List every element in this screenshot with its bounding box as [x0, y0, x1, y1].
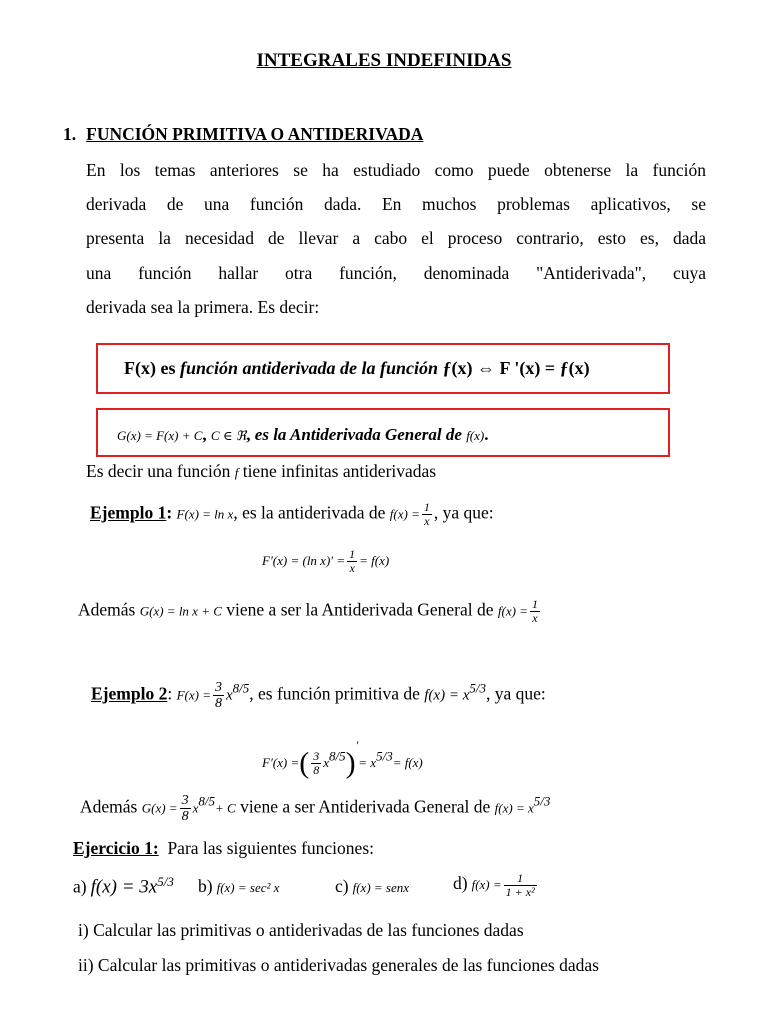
- numerator: 3: [181, 793, 189, 808]
- definition-italic: función antiderivada de la función: [179, 358, 443, 378]
- colon: :: [166, 502, 173, 523]
- fraction: [504, 872, 537, 899]
- denominator: 8: [181, 809, 189, 824]
- paragraph-line: una función hallar otra función, denominada "Antiderivada", cuya: [86, 262, 706, 283]
- fraction: [213, 680, 224, 711]
- derivative-end: = f(x): [392, 755, 423, 770]
- infinite-pre: Es decir una función: [86, 461, 235, 481]
- ademas-2-line: [80, 793, 550, 824]
- infinite-antiderivatives-line: [86, 461, 436, 482]
- derivative-rhs: = x: [358, 755, 377, 770]
- fraction: [180, 793, 191, 824]
- prime-mark: ′: [355, 738, 359, 752]
- general-fx: f(x): [466, 428, 485, 443]
- fraction: [422, 501, 432, 528]
- example-1-label: Ejemplo 1: [90, 502, 167, 523]
- example-2-text: , es función primitiva de: [249, 683, 425, 704]
- fraction: [530, 598, 540, 625]
- example-2-derivative: [262, 738, 423, 780]
- comma: ,: [246, 425, 251, 444]
- example-1-F: F(x) = ln x: [176, 506, 234, 522]
- example-1-text: , es la antiderivada de: [233, 502, 390, 523]
- general-definition-italic: es la Antiderivada General de: [250, 425, 467, 444]
- section-title: FUNCIÓN PRIMITIVA O ANTIDERIVADA: [86, 124, 424, 144]
- ademas-label: Además: [80, 796, 142, 817]
- task-i: i) Calcular las primitivas o antiderivadas de las funciones dadas: [78, 920, 524, 940]
- function-symbol: f: [234, 465, 239, 480]
- numerator: 1: [531, 597, 538, 611]
- exercise-item-c: [335, 876, 409, 897]
- base-x: x: [192, 800, 199, 816]
- definition-fx: ƒ(x): [442, 358, 473, 378]
- exponent: 5/3: [157, 874, 174, 889]
- ademas-label: Además: [78, 599, 140, 620]
- item-c-label: c): [335, 876, 349, 896]
- exercise-text: Para las siguientes funciones:: [167, 838, 374, 858]
- numerator: 1: [349, 547, 356, 561]
- exponent: 8/5: [329, 748, 346, 764]
- period: .: [484, 425, 489, 444]
- denominator: 8: [313, 762, 320, 777]
- denominator: x: [424, 514, 430, 528]
- constant-set: C ∈ ℜ: [210, 428, 247, 443]
- item-b-label: b): [198, 876, 213, 896]
- example-2-f-lhs: f(x) = x: [424, 687, 470, 704]
- paragraph-line: derivada sea la primera. Es decir:: [86, 296, 320, 317]
- exponent: 5/3: [376, 748, 393, 764]
- section-heading: [63, 124, 423, 145]
- numerator: 1: [423, 500, 430, 514]
- exercise-item-d: [453, 872, 539, 899]
- numerator: 1: [504, 872, 537, 886]
- paragraph-line: En los temas anteriores se ha estudiado como puede obtenerse la función: [86, 160, 706, 180]
- base-x: x: [323, 755, 330, 770]
- numerator: 3: [313, 748, 320, 763]
- example-2-F-lhs: F(x) =: [176, 687, 211, 703]
- exponent: 8/5: [198, 793, 215, 809]
- example-1-f-lhs: f(x) =: [389, 506, 420, 522]
- exercise-functions: [73, 874, 174, 898]
- ademas-1-f-lhs: f(x) =: [497, 603, 528, 619]
- exponent: 5/3: [469, 680, 486, 696]
- right-paren: ): [345, 746, 356, 780]
- task-ii: ii) Calcular las primitivas o antiderivadas generales de las funciones dadas: [78, 955, 599, 975]
- example-2-line: [91, 680, 546, 711]
- section-number: 1.: [63, 124, 77, 144]
- paragraph-line: derivada de una función dada. En muchos problemas aplicativos, se: [86, 194, 706, 215]
- item-d-lhs: f(x) =: [471, 877, 502, 893]
- ademas-1-text: viene a ser la Antiderivada General de: [221, 599, 494, 620]
- denominator: 8: [214, 696, 222, 711]
- example-2-tail: , ya que:: [485, 683, 546, 704]
- intro-paragraph: [86, 153, 706, 324]
- paragraph-line: presenta la necesidad de llevar a cabo el proceso contrario, esto es, dada: [86, 228, 706, 249]
- example-1-tail: , ya que:: [433, 502, 494, 523]
- example-1-derivative: [262, 548, 389, 575]
- denominator: 1 + x²: [505, 885, 535, 899]
- item-d-label: d): [453, 873, 468, 894]
- general-definition-text: [117, 425, 488, 445]
- exercise-label: Ejercicio 1:: [73, 838, 159, 858]
- plus-c: + C: [214, 800, 236, 816]
- left-paren: (: [299, 746, 310, 780]
- denominator: x: [349, 561, 355, 575]
- derivative-rhs: = f(x): [359, 553, 390, 569]
- fraction: [347, 548, 357, 575]
- exponent: 5/3: [533, 793, 551, 809]
- exponent: 8/5: [232, 680, 250, 696]
- ademas-1-line: [78, 598, 542, 625]
- equivalence-symbol: ⇔: [472, 358, 500, 378]
- ademas-2-f-lhs: f(x) = x: [494, 800, 534, 816]
- fraction: [311, 750, 321, 777]
- colon: :: [167, 683, 173, 704]
- general-formula: G(x) = F(x) + C: [117, 428, 203, 443]
- infinite-post: tiene infinitas antiderivadas: [238, 461, 437, 481]
- numerator: 3: [214, 680, 222, 695]
- exercise-heading: [73, 838, 374, 859]
- item-b-expression: f(x) = sec² x: [216, 880, 280, 895]
- item-c-expression: f(x) = senx: [352, 880, 410, 895]
- denominator: x: [532, 611, 538, 625]
- definition-rhs: F '(x) = ƒ(x): [499, 358, 590, 378]
- comma: ,: [202, 425, 207, 444]
- ademas-1-G: G(x) = ln x + C: [139, 603, 222, 619]
- derivative-lhs: F′(x) =: [262, 755, 300, 770]
- exercise-item-b: [198, 876, 279, 897]
- item-a-expression: f(x) = 3x: [90, 876, 158, 898]
- definition-lhs: F(x) es: [124, 358, 180, 378]
- base-x: x: [225, 687, 233, 704]
- ademas-2-G-lhs: G(x) =: [141, 800, 178, 816]
- ademas-2-text: viene a ser Antiderivada General de: [235, 796, 495, 817]
- definition-text: [124, 358, 590, 379]
- item-a-label: a): [73, 876, 87, 897]
- derivative-lhs: F′(x) = (ln x)′ =: [262, 553, 346, 569]
- page-title: INTEGRALES INDEFINIDAS: [256, 50, 512, 71]
- example-2-label: Ejemplo 2: [91, 683, 168, 704]
- example-1-line: [90, 501, 494, 528]
